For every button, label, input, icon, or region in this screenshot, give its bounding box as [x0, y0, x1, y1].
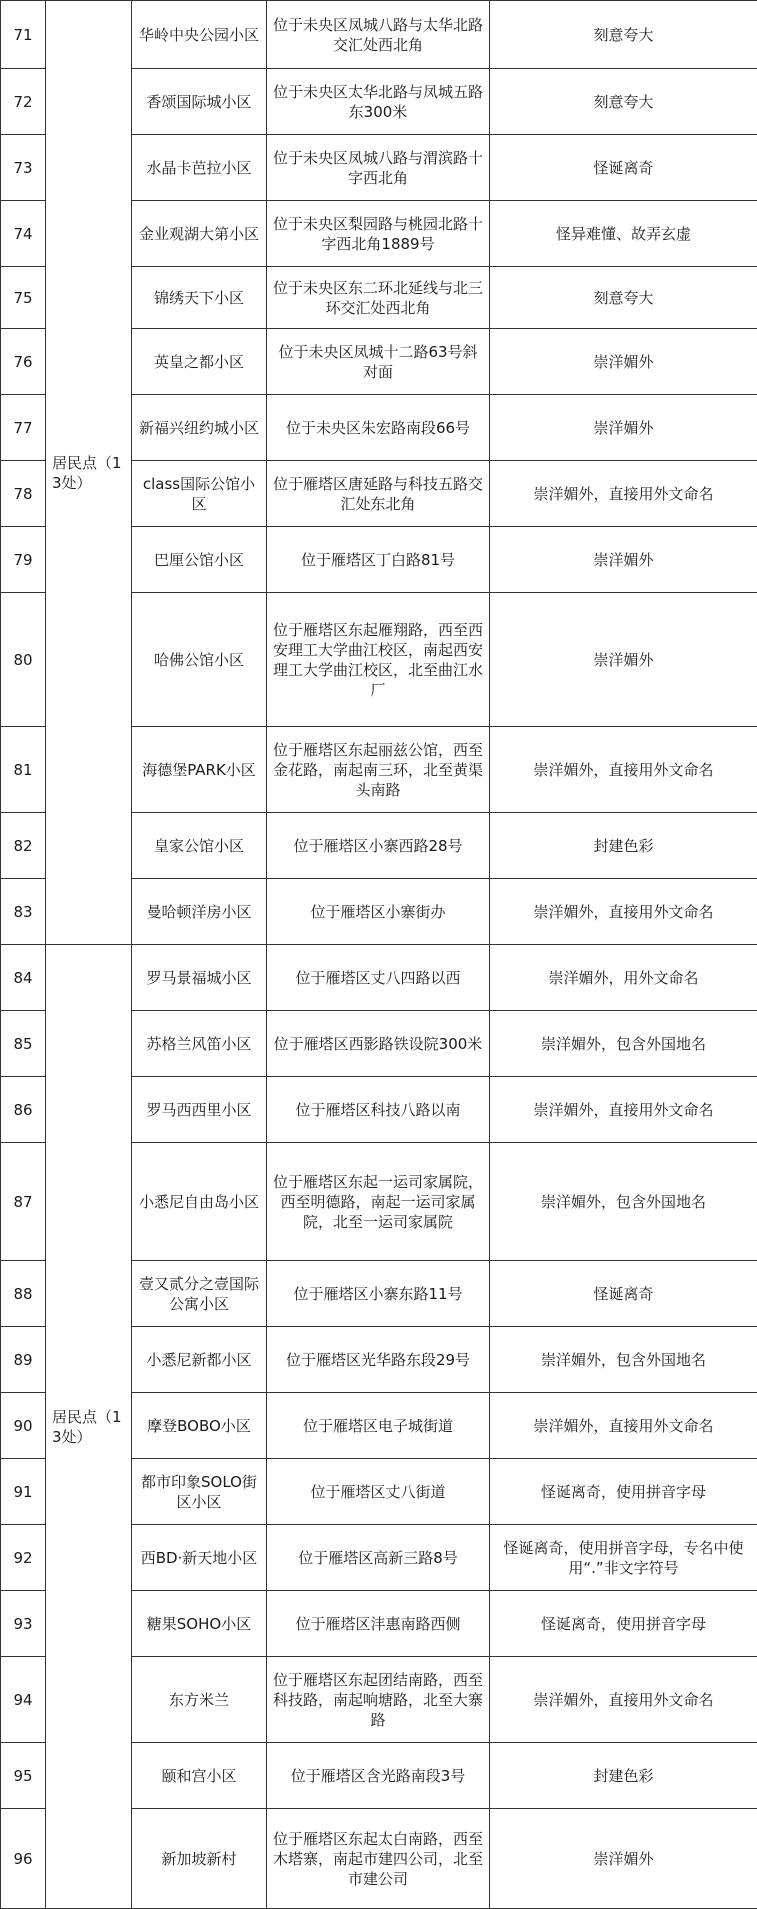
reason-cell: 封建色彩 [490, 813, 757, 879]
row-number: 71 [1, 1, 46, 69]
location-cell: 位于雁塔区高新三路8号 [267, 1525, 490, 1591]
reason-cell: 崇洋媚外，包含外国地名 [490, 1011, 757, 1077]
location-cell: 位于雁塔区东起一运司家属院，西至明德路，南起一运司家属院，北至一运司家属院 [267, 1143, 490, 1261]
reason-cell: 怪诞离奇 [490, 1261, 757, 1327]
location-cell: 位于雁塔区沣惠南路西侧 [267, 1591, 490, 1657]
location-cell: 位于雁塔区丈八街道 [267, 1459, 490, 1525]
row-number: 80 [1, 593, 46, 727]
location-cell: 位于雁塔区电子城街道 [267, 1393, 490, 1459]
reason-cell: 怪诞离奇，使用拼音字母 [490, 1591, 757, 1657]
community-name: 巴厘公馆小区 [132, 527, 267, 593]
community-name: 颐和宫小区 [132, 1743, 267, 1809]
reason-cell: 崇洋媚外 [490, 395, 757, 461]
community-name: 水晶卡芭拉小区 [132, 135, 267, 201]
community-name: 哈佛公馆小区 [132, 593, 267, 727]
row-number: 74 [1, 201, 46, 267]
community-name: 都市印象SOLO街区小区 [132, 1459, 267, 1525]
row-number: 94 [1, 1657, 46, 1743]
row-number: 81 [1, 727, 46, 813]
community-name: 锦绣天下小区 [132, 267, 267, 329]
community-name: 壹又贰分之壹国际公寓小区 [132, 1261, 267, 1327]
row-number: 79 [1, 527, 46, 593]
reason-cell: 崇洋媚外，直接用外文命名 [490, 461, 757, 527]
category-cell: 居民点（13处） [46, 1, 132, 945]
row-number: 84 [1, 945, 46, 1011]
community-name: 香颂国际城小区 [132, 69, 267, 135]
community-name: 东方米兰 [132, 1657, 267, 1743]
row-number: 78 [1, 461, 46, 527]
reason-cell: 崇洋媚外 [490, 1809, 757, 1909]
row-number: 73 [1, 135, 46, 201]
location-cell: 位于未央区凤城八路与渭滨路十字西北角 [267, 135, 490, 201]
location-cell: 位于未央区凤城八路与太华北路交汇处西北角 [267, 1, 490, 69]
location-cell: 位于雁塔区丈八四路以西 [267, 945, 490, 1011]
location-cell: 位于未央区朱宏路南段66号 [267, 395, 490, 461]
community-name: 小悉尼新都小区 [132, 1327, 267, 1393]
community-name: 罗马西西里小区 [132, 1077, 267, 1143]
row-number: 89 [1, 1327, 46, 1393]
location-cell: 位于雁塔区小寨街办 [267, 879, 490, 945]
row-number: 93 [1, 1591, 46, 1657]
community-name: 糖果SOHO小区 [132, 1591, 267, 1657]
location-cell: 位于雁塔区光华路东段29号 [267, 1327, 490, 1393]
reason-cell: 刻意夸大 [490, 69, 757, 135]
community-name: 海德堡PARK小区 [132, 727, 267, 813]
reason-cell: 崇洋媚外 [490, 329, 757, 395]
row-number: 75 [1, 267, 46, 329]
row-number: 88 [1, 1261, 46, 1327]
location-cell: 位于雁塔区东起太白南路，西至木塔寨，南起市建四公司，北至市建公司 [267, 1809, 490, 1909]
location-cell: 位于雁塔区唐延路与科技五路交汇处东北角 [267, 461, 490, 527]
location-cell: 位于雁塔区含光路南段3号 [267, 1743, 490, 1809]
reason-cell: 怪诞离奇 [490, 135, 757, 201]
row-number: 95 [1, 1743, 46, 1809]
community-name: 西BD·新天地小区 [132, 1525, 267, 1591]
reason-cell: 刻意夸大 [490, 267, 757, 329]
community-name: class国际公馆小区 [132, 461, 267, 527]
location-cell: 位于雁塔区小寨东路11号 [267, 1261, 490, 1327]
category-cell: 居民点（13处） [46, 945, 132, 1909]
row-number: 83 [1, 879, 46, 945]
reason-cell: 封建色彩 [490, 1743, 757, 1809]
table-body [1, 1, 757, 1909]
location-cell: 位于雁塔区东起丽兹公馆，西至金花路，南起南三环，北至黄渠头南路 [267, 727, 490, 813]
location-cell: 位于未央区凤城十二路63号斜对面 [267, 329, 490, 395]
row-number: 87 [1, 1143, 46, 1261]
reason-cell: 怪诞离奇，使用拼音字母，专名中使用“.”非文字符号 [490, 1525, 757, 1591]
community-name: 英皇之都小区 [132, 329, 267, 395]
location-cell: 位于未央区东二环北延线与北三环交汇处西北角 [267, 267, 490, 329]
row-number: 85 [1, 1011, 46, 1077]
reason-cell: 崇洋媚外，直接用外文命名 [490, 1393, 757, 1459]
community-name: 新福兴纽约城小区 [132, 395, 267, 461]
reason-cell: 崇洋媚外，包含外国地名 [490, 1327, 757, 1393]
reason-cell: 崇洋媚外，直接用外文命名 [490, 1657, 757, 1743]
row-number: 86 [1, 1077, 46, 1143]
reason-cell: 崇洋媚外 [490, 593, 757, 727]
reason-cell: 崇洋媚外，用外文命名 [490, 945, 757, 1011]
community-name: 曼哈顿洋房小区 [132, 879, 267, 945]
reason-cell: 崇洋媚外 [490, 527, 757, 593]
table-row [1, 1, 757, 69]
community-name: 摩登BOBO小区 [132, 1393, 267, 1459]
row-number: 91 [1, 1459, 46, 1525]
reason-cell: 刻意夸大 [490, 1, 757, 69]
community-name: 华岭中央公园小区 [132, 1, 267, 69]
reason-cell: 怪诞离奇，使用拼音字母 [490, 1459, 757, 1525]
community-name: 苏格兰风笛小区 [132, 1011, 267, 1077]
community-name: 小悉尼自由岛小区 [132, 1143, 267, 1261]
reason-cell: 崇洋媚外，直接用外文命名 [490, 727, 757, 813]
location-cell: 位于雁塔区小寨西路28号 [267, 813, 490, 879]
row-number: 72 [1, 69, 46, 135]
location-cell: 位于雁塔区东起雁翔路，西至西安理工大学曲江校区，南起西安理工大学曲江校区，北至曲江水厂 [267, 593, 490, 727]
community-name: 罗马景福城小区 [132, 945, 267, 1011]
row-number: 92 [1, 1525, 46, 1591]
location-cell: 位于雁塔区东起团结南路，西至科技路，南起响塘路，北至大寨路 [267, 1657, 490, 1743]
location-cell: 位于未央区太华北路与凤城五路东300米 [267, 69, 490, 135]
reason-cell: 崇洋媚外，直接用外文命名 [490, 1077, 757, 1143]
row-number: 77 [1, 395, 46, 461]
reason-cell: 怪异难懂、故弄玄虚 [490, 201, 757, 267]
community-name: 新加坡新村 [132, 1809, 267, 1909]
location-cell: 位于雁塔区科技八路以南 [267, 1077, 490, 1143]
community-name: 皇家公馆小区 [132, 813, 267, 879]
table-row [1, 945, 757, 1011]
location-cell: 位于雁塔区丁白路81号 [267, 527, 490, 593]
community-name: 金业观湖大第小区 [132, 201, 267, 267]
row-number: 96 [1, 1809, 46, 1909]
location-cell: 位于雁塔区西影路铁设院300米 [267, 1011, 490, 1077]
row-number: 82 [1, 813, 46, 879]
reason-cell: 崇洋媚外，直接用外文命名 [490, 879, 757, 945]
reason-cell: 崇洋媚外，包含外国地名 [490, 1143, 757, 1261]
row-number: 76 [1, 329, 46, 395]
row-number: 90 [1, 1393, 46, 1459]
location-cell: 位于未央区梨园路与桃园北路十字西北角1889号 [267, 201, 490, 267]
